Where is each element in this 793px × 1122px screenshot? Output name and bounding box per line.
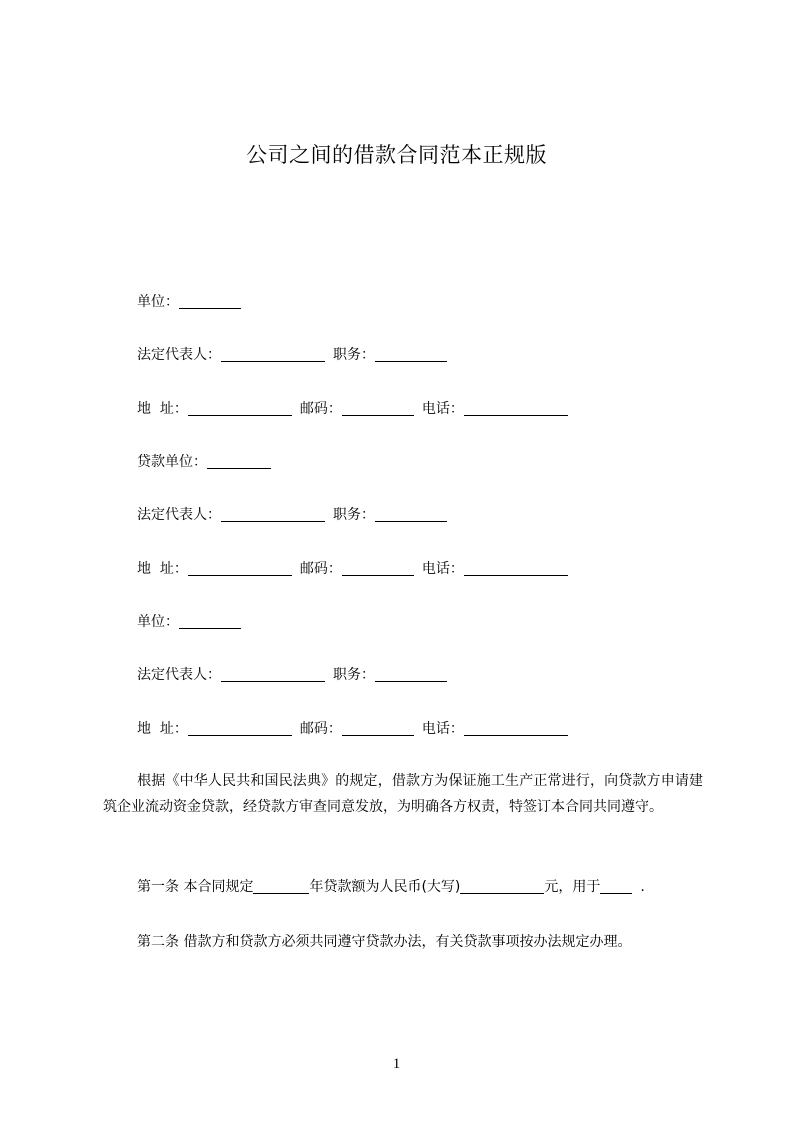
lender-unit-label: 贷款单位： (137, 454, 207, 470)
page-number: 1 (392, 1056, 401, 1072)
article-1-text-d: . (640, 879, 645, 895)
legal-rep-label: 法定代表人： (137, 507, 221, 523)
year-blank[interactable] (253, 879, 309, 894)
phone-label: 电话： (421, 561, 464, 577)
unit-blank[interactable] (179, 294, 241, 309)
phone-blank[interactable] (464, 561, 568, 576)
legal-rep-line-2 (137, 505, 447, 525)
lender-unit-line (137, 452, 271, 472)
article-1-text-a: 第一条 本合同规定 (137, 879, 254, 895)
intro-paragraph (103, 768, 703, 820)
unit-line-2 (137, 612, 241, 632)
legal-rep-blank[interactable] (221, 347, 325, 362)
postcode-label: 邮码： (299, 721, 342, 737)
unit-line-1 (137, 292, 241, 312)
address-label: 地 址： (137, 721, 188, 737)
legal-rep-line-1 (137, 345, 447, 365)
address-line-1 (137, 399, 568, 419)
phone-label: 电话： (421, 721, 464, 737)
postcode-blank[interactable] (342, 721, 414, 736)
postcode-blank[interactable] (342, 561, 414, 576)
legal-rep-blank[interactable] (221, 667, 325, 682)
position-blank[interactable] (375, 347, 447, 362)
postcode-label: 邮码： (299, 561, 342, 577)
article-1 (137, 877, 645, 897)
article-2-text: 第二条 借款方和贷款方必须共同遵守贷款办法，有关贷款事项按办法规定办理。 (137, 934, 632, 950)
phone-blank[interactable] (464, 401, 568, 416)
article-1-text-b: 年贷款额为人民币(大写) (309, 879, 461, 895)
address-blank[interactable] (188, 721, 292, 736)
phone-label: 电话： (421, 401, 464, 417)
position-blank[interactable] (375, 507, 447, 522)
legal-rep-label: 法定代表人： (137, 347, 221, 363)
legal-rep-line-3 (137, 665, 447, 685)
article-2 (137, 932, 631, 952)
postcode-label: 邮码： (299, 401, 342, 417)
unit-label: 单位： (137, 614, 179, 630)
lender-unit-blank[interactable] (207, 454, 271, 469)
phone-blank[interactable] (464, 721, 568, 736)
unit-blank[interactable] (179, 614, 241, 629)
article-1-text-c: 元，用于 (544, 879, 601, 895)
intro-text: 根据《中华人民共和国民法典》的规定，借款方为保证施工生产正常进行，向贷款方申请建筑企业流动资金贷款，经贷款方审查同意发放，为明确各方权责，特签订本合同共同遵守。 (103, 773, 703, 815)
position-label: 职务： (333, 347, 375, 363)
position-label: 职务： (333, 507, 375, 523)
address-label: 地 址： (137, 561, 188, 577)
amount-blank[interactable] (460, 879, 544, 894)
legal-rep-label: 法定代表人： (137, 667, 221, 683)
position-blank[interactable] (375, 667, 447, 682)
address-label: 地 址： (137, 401, 188, 417)
address-line-3 (137, 719, 568, 739)
address-blank[interactable] (188, 561, 292, 576)
postcode-blank[interactable] (342, 401, 414, 416)
position-label: 职务： (333, 667, 375, 683)
legal-rep-blank[interactable] (221, 507, 325, 522)
document-title: 公司之间的借款合同范本正规版 (246, 143, 547, 167)
purpose-blank[interactable] (600, 879, 632, 894)
address-line-2 (137, 559, 568, 579)
address-blank[interactable] (188, 401, 292, 416)
unit-label: 单位： (137, 294, 179, 310)
